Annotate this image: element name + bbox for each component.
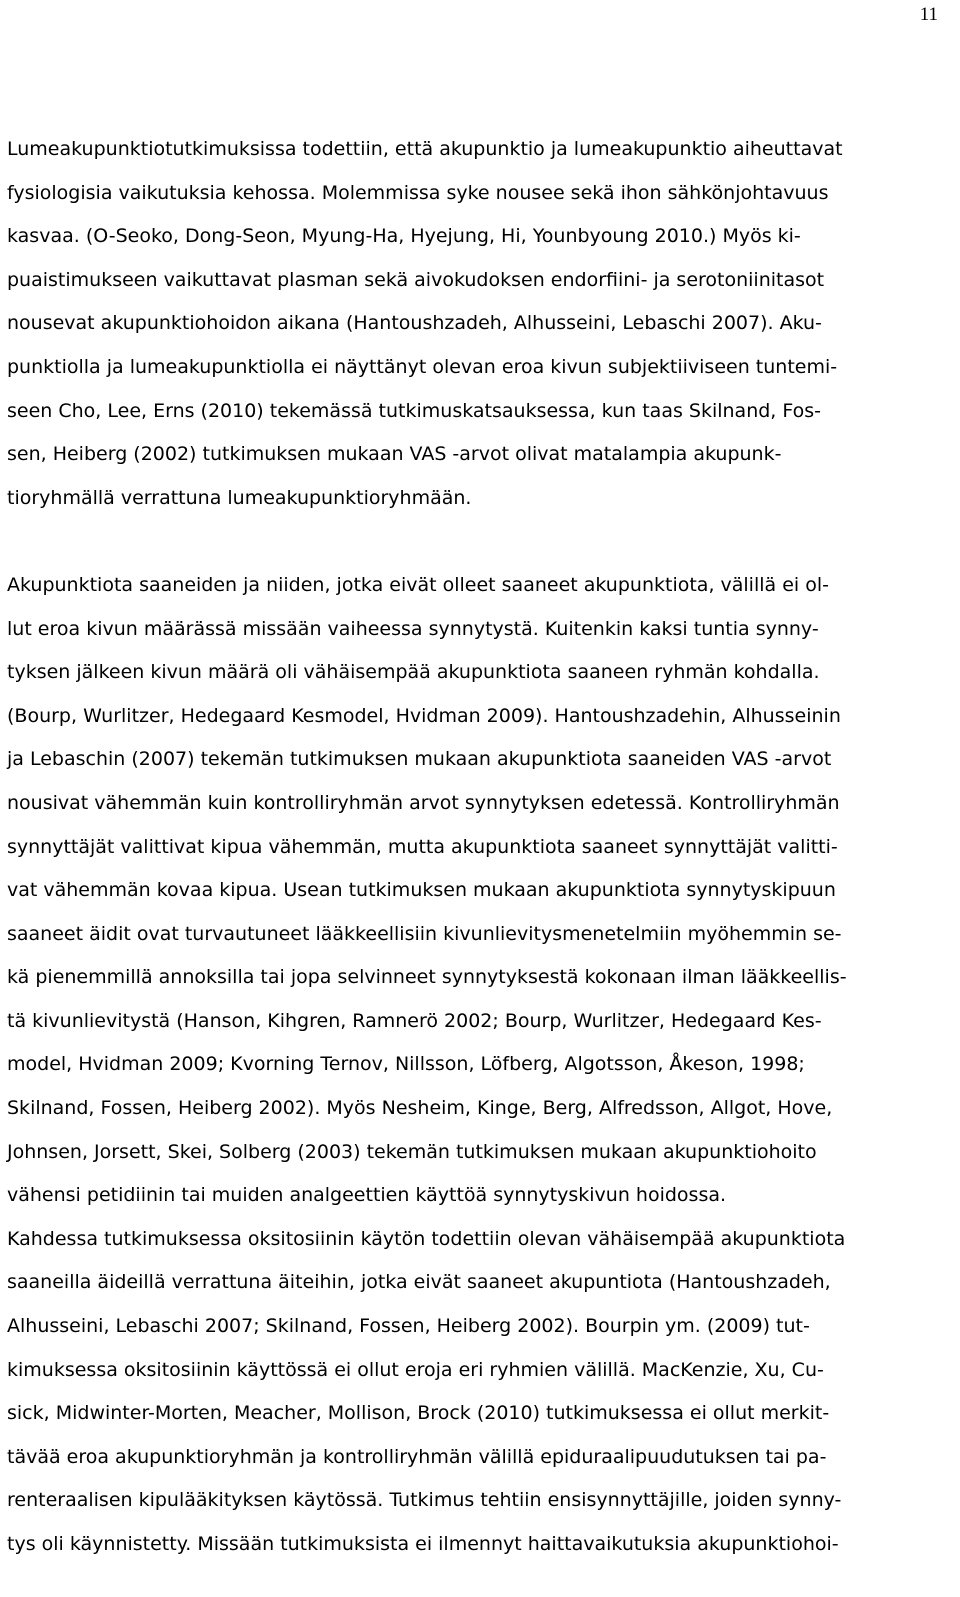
text-line: seen Cho, Lee, Erns (2010) tekemässä tutkimuskatsauksessa, kun taas Skilnand, Fos- <box>7 399 822 422</box>
text-line: sick, Midwinter-Morten, Meacher, Mollison, Brock (2010) tutkimuksessa ei ollut merkit- <box>7 1402 830 1425</box>
text-line: punktiolla ja lumeakupunktiolla ei näyttänyt olevan eroa kivun subjektiiviseen tuntemi- <box>7 355 838 378</box>
text-line: nousivat vähemmän kuin kontrolliryhmän arvot synnytyksen edetessä. Kontrolliryhmän <box>7 791 840 814</box>
paragraph-2 <box>7 564 941 1218</box>
text-line: puaistimukseen vaikuttavat plasman sekä aivokudoksen endorfiini- ja serotoniinitasot <box>7 268 825 291</box>
text-line: sen, Heiberg (2002) tutkimuksen mukaan VAS -arvot olivat matalampia akupunk- <box>7 443 782 466</box>
text-line: vat vähemmän kovaa kipua. Usean tutkimuksen mukaan akupunktiota synnytyskipuun <box>7 879 836 902</box>
paragraph-3 <box>7 1218 941 1567</box>
paragraph-1 <box>7 128 941 520</box>
text-line: ja Lebaschin (2007) tekemän tutkimuksen mukaan akupunktiota saaneiden VAS -arvot <box>7 748 832 771</box>
text-line: fysiologisia vaikutuksia kehossa. Molemmissa syke nousee sekä ihon sähkönjohtavuus <box>7 181 829 204</box>
text-line: tys oli käynnistetty. Missään tutkimuksista ei ilmennyt haittavaikutuksia akupunktiohoi- <box>7 1533 839 1555</box>
text-line: synnyttäjät valittivat kipua vähemmän, mutta akupunktiota saaneet synnyttäjät valitti- <box>7 835 838 858</box>
text-line: kasvaa. (O-Seoko, Dong-Seon, Myung-Ha, Hyejung, Hi, Younbyoung 2010.) Myös ki- <box>7 225 801 248</box>
text-line: nousevat akupunktiohoidon aikana (Hantoushzadeh, Alhusseini, Lebaschi 2007). Aku- <box>7 312 822 335</box>
text-line: Akupunktiota saaneiden ja niiden, jotka eivät olleet saaneet akupunktiota, välillä ei ol- <box>7 573 829 596</box>
paragraph-gap <box>7 520 941 564</box>
text-line: saaneilla äideillä verrattuna äiteihin, jotka eivät saaneet akupuntiota (Hantoushzadeh, <box>7 1271 831 1294</box>
text-line: Alhusseini, Lebaschi 2007; Skilnand, Fossen, Heiberg 2002). Bourpin ym. (2009) tut- <box>7 1315 810 1338</box>
text-line: kä pienemmillä annoksilla tai jopa selvinneet synnytyksestä kokonaan ilman lääkkeellis- <box>7 966 847 989</box>
text-line: kimuksessa oksitosiinin käyttössä ei ollut eroja eri ryhmien välillä. MacKenzie, Xu, Cu- <box>7 1358 824 1381</box>
text-line: Lumeakupunktiotutkimuksissa todettiin, että akupunktio ja lumeakupunktio aiheuttavat <box>7 138 843 160</box>
text-line: renteraalisen kipulääkityksen käytössä. Tutkimus tehtiin ensisynnyttäjille, joiden synny- <box>7 1489 842 1512</box>
text-line: tävää eroa akupunktioryhmän ja kontrolliryhmän välillä epiduraalipuudutuksen tai pa- <box>7 1445 827 1468</box>
text-line: Kahdessa tutkimuksessa oksitosiinin käytön todettiin olevan vähäisempää akupunktiota <box>7 1227 846 1250</box>
document-body <box>7 128 941 1567</box>
text-line: tä kivunlievitystä (Hanson, Kihgren, Ramnerö 2002; Bourp, Wurlitzer, Hedegaard Kes- <box>7 1009 822 1032</box>
text-line: vähensi petidiinin tai muiden analgeettien käyttöä synnytyskivun hoidossa. <box>7 1184 727 1207</box>
text-line: tyksen jälkeen kivun määrä oli vähäisempää akupunktiota saaneen ryhmän kohdalla. <box>7 661 820 684</box>
text-line: model, Hvidman 2009; Kvorning Ternov, Nillsson, Löfberg, Algotsson, Åkeson, 1998; <box>7 1053 805 1076</box>
page-number: 11 <box>919 4 938 25</box>
text-line: (Bourp, Wurlitzer, Hedegaard Kesmodel, Hvidman 2009). Hantoushzadehin, Alhusseinin <box>7 704 841 727</box>
text-line: saaneet äidit ovat turvautuneet lääkkeellisiin kivunlievitysmenetelmiin myöhemmin se- <box>7 922 842 945</box>
text-line: Johnsen, Jorsett, Skei, Solberg (2003) tekemän tutkimuksen mukaan akupunktiohoito <box>7 1140 817 1163</box>
text-line: Skilnand, Fossen, Heiberg 2002). Myös Nesheim, Kinge, Berg, Alfredsson, Allgot, Hove, <box>7 1097 833 1120</box>
text-line: lut eroa kivun määrässä missään vaiheessa synnytystä. Kuitenkin kaksi tuntia synny- <box>7 617 819 640</box>
text-line: tioryhmällä verrattuna lumeakupunktioryhmään. <box>7 486 472 509</box>
